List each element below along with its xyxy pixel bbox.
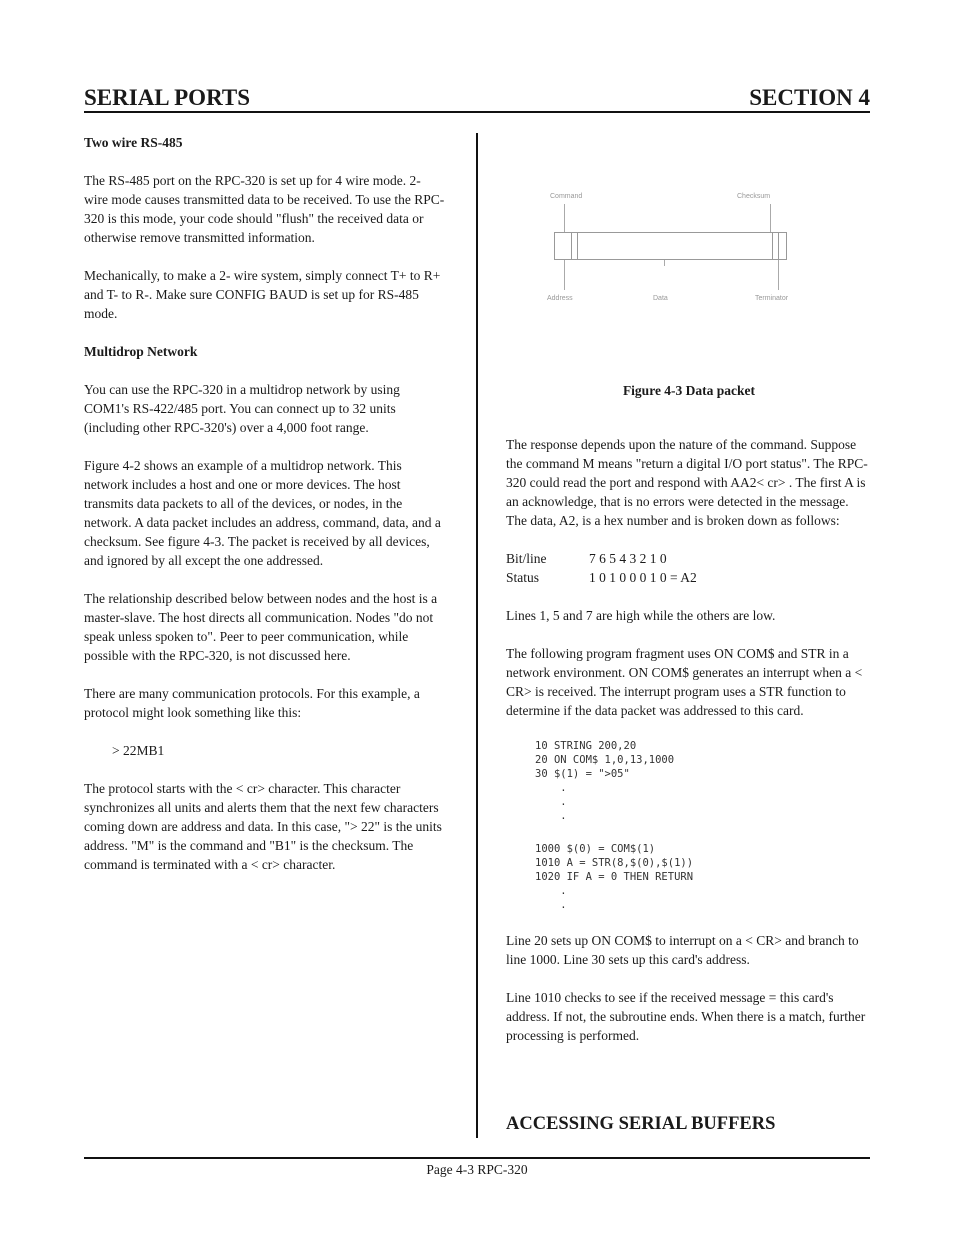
figure-label-checksum: Checksum [737,193,771,200]
two-wire-paragraph-2: Mechanically, to make a 2- wire system, simply connect T+ to R+ and T- to R-. Make sure CONFIG BAUD is set up for RS-485 mode. [84,268,441,321]
response-paragraph: The response depends upon the nature of the command. Suppose the command M means "return a digital I/O port status". The RPC-320 could read the port and respond with AA2< cr> . The first A is an acknowledge, that is no errors were detected in the message. The data, A2, is a hex number and is broken down as follows: [506,437,868,528]
right-column [506,435,872,1045]
status-values: 1 0 1 0 0 0 1 0 = A2 [589,570,697,585]
two-wire-paragraph-1: The RS-485 port on the RPC-320 is set up for 4 wire mode. 2- wire mode causes transmitted data to be received. To use the RPC-320 is this mode, your code should "flush" the received data or otherwise remove transmitted information. [84,173,445,245]
figure-label-command: Command [550,193,583,200]
multidrop-paragraph-5: The protocol starts with the < cr> character. This character synchronizes all units and alerts them that the next few characters coming down are address and data. In this case, "> 22" is the units address. "M" is the command and "B1" is the checksum. The command is terminated with a < cr> character. [84,781,442,872]
figure-label-data: Data [653,295,668,302]
multidrop-paragraph-2: Figure 4-2 shows an example of a multidrop network. This network includes a host and one or more devices. The host transmits data packets to all of the devices, or nodes, in the network. A data packet includes an address, command, data, and a checksum. See figure 4-3. The packet is received by all devices, and ignored by all except the one addressed. [84,458,441,568]
accessing-serial-buffers-heading: ACCESSING SERIAL BUFFERS [506,1114,776,1134]
header-rule [84,111,870,113]
page-footer: Page 4-3 RPC-320 [426,1162,528,1177]
lines-paragraph: Lines 1, 5 and 7 are high while the others are low. [506,608,776,623]
figure-caption: Figure 4-3 Data packet [622,383,756,398]
figure-label-terminator: Terminator [755,295,789,302]
figure-tick-data [664,260,665,266]
multidrop-paragraph-3: The relationship described below between nodes and the host is a master-slave. The host directs all communication. Nodes "do not speak unless spoken to". Peer to peer communication, while possible with the RPC-320, is not discussed here. [84,591,438,663]
program-fragment-paragraph: The following program fragment uses ON COM$ and STR in a network environment. ON COM$ generates an interrupt when a < CR> is received. The interrupt program uses a STR function to determine if the data packet was addressed to this card. [506,646,863,718]
data-packet-bar [554,232,787,260]
bitline-values: 7 6 5 4 3 2 1 0 [589,551,667,566]
two-wire-heading: Two wire RS-485 [84,135,183,150]
figure-tick-terminator [778,260,779,290]
left-column [84,133,448,874]
figure-tick-command [564,204,565,232]
code-block-1: 10 STRING 200,20 20 ON COM$ 1,0,13,1000 30 $(1) = ">05" . . . [535,740,675,822]
figure-tick-checksum [770,204,771,232]
multidrop-heading: Multidrop Network [84,344,198,359]
page-header-title: SERIAL PORTS [84,85,250,110]
multidrop-paragraph-1: You can use the RPC-320 in a multidrop network by using COM1's RS-422/485 port. You can connect up to 32 units (including other RPC-320's) over a 4,000 foot range. [84,382,400,435]
figure-tick-address [564,260,565,290]
footer-rule [84,1157,870,1159]
figure-label-address: Address [547,295,573,302]
line1010-paragraph: Line 1010 checks to see if the received message = this card's address. If not, the subroutine ends. When there is a match, further processing is performed. [506,990,866,1043]
bit-table [506,549,872,587]
code-block-2: 1000 $(0) = COM$(1) 1010 A = STR(8,$(0),$(1)) 1020 IF A = 0 THEN RETURN . . [535,843,694,911]
packet-divider-2 [577,233,578,259]
status-label: Status [506,570,540,585]
packet-divider-3 [772,233,773,259]
line20-paragraph: Line 20 sets up ON COM$ to interrupt on a < CR> and branch to line 1000. Line 30 sets up this card's address. [506,933,859,967]
bitline-row [506,549,872,568]
column-divider [476,133,478,1138]
bitline-label: Bit/line [506,551,547,566]
status-row [506,568,872,587]
packet-divider-1 [571,233,572,259]
multidrop-paragraph-4: There are many communication protocols. For this example, a protocol might look something like this: [84,686,420,720]
packet-divider-4 [778,233,779,259]
data-packet-figure [506,186,872,316]
page-header-section: SECTION 4 [749,85,870,110]
protocol-example: > 22MB1 [112,743,165,758]
